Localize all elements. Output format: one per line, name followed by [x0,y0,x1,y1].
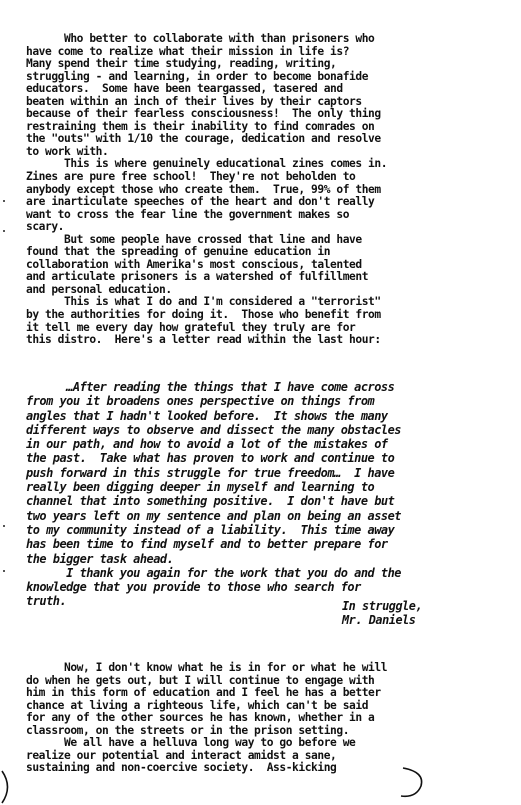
text-line: Now, I don't know what he is in for or what he will [26,660,388,674]
text-line: really been digging deeper in myself and learning to [26,480,375,495]
text-line: in our path, and how to avoid a lot of the mistakes of [26,437,388,452]
text-line: I thank you again for the work that you do and the [26,565,401,580]
text-line: This is what I do and I'm considered a "terrorist" [26,294,381,309]
text-line: the past. Take what has proven to work and continue to [26,451,395,466]
quoted-letter [26,380,498,609]
text-line: realize our potential and interact amidst a sane, [26,747,337,762]
left-binding-arc [0,769,14,805]
margin-speck [3,525,5,527]
text-line: two years left on my sentence and plan on being an asset [26,508,401,523]
text-line: to work with. [26,143,109,158]
margin-speck [3,200,5,202]
text-line: collaboration with Amerika's most conscious, talented [26,256,362,271]
text-line: restraining them is their inability to find comrades on [26,118,375,133]
text-line: truth. [26,594,67,609]
text-line: to my community instead of a liability. This time away [26,522,395,537]
text-line: found that the spreading of genuine education in [26,244,331,259]
opening-paragraphs [26,32,498,346]
text-line: anybody except those who create them. True, 99% of them [26,181,381,196]
text-line: are inarticulate speeches of the heart and don't really [26,194,375,209]
text-line: sustaining and non-coercive society. Ass-kicking [26,760,337,775]
text-line: In struggle, [342,599,423,613]
text-line: …After reading the things that I have come across [26,380,395,394]
text-line: Many spend their time studying, reading, writing, [26,56,337,71]
text-line: for any of the other sources he has known, whether in a [26,710,375,725]
text-line: from you it broadens ones perspective on things from [26,394,375,409]
text-line: this distro. Here's a letter read within the last hour: [26,332,381,347]
text-line: want to cross the fear line the government makes so [26,206,350,221]
text-line: Zines are pure free school! They're not beholden to [26,169,356,184]
letter-signature [342,599,425,627]
text-line: knowledge that you provide to those who search for [26,580,361,595]
text-line: But some people have crossed that line and have [26,231,362,246]
text-line: beaten within an inch of their lives by their captors [26,93,362,108]
text-line: This is where genuinely educational zines comes in. [26,156,388,171]
text-line: chance at living a righteous life, which can't be said [26,697,369,712]
text-line: Mr. Daniels [342,613,416,627]
text-line: We all have a helluva long way to go before we [26,735,356,750]
text-line: it tell me every day how grateful they truly are for [26,319,356,334]
text-line: channel that into something positive. I don't have but [26,494,395,509]
margin-speck [3,570,5,572]
text-line: different ways to observe and dissect the many obstacles [26,422,401,437]
text-line: scary. [26,219,65,234]
text-line: angles that I hadn't looked before. It shows the many [26,408,388,423]
text-line: the bigger task ahead. [26,551,174,566]
text-line: the "outs" with 1/10 the courage, dedication and resolve [26,131,381,146]
text-line: and personal education. [26,281,172,296]
text-line: classroom, on the streets or in the prison setting. [26,722,350,737]
text-line: push forward in this struggle for true freedom… I have [26,465,395,480]
text-line: do when he gets out, but I will continue to engage with [26,672,375,687]
text-line: struggling - and learning, in order to become bonafide [26,68,369,83]
margin-speck [3,230,5,232]
text-line: has been time to find myself and to better prepare for [26,537,388,552]
text-line: by the authorities for doing it. Those who benefit from [26,307,381,322]
text-line: have come to realize what their mission in life is? [26,43,350,58]
closing-paragraphs [26,661,498,774]
text-line: him in this form of education and I feel he has a better [26,685,381,700]
text-line: Who better to collaborate with than prisoners who [26,31,375,45]
text-line: educators. Some have been teargassed, tasered and [26,81,343,96]
text-line: because of their fearless consciousness! The only thing [26,106,381,121]
text-line: and articulate prisoners is a watershed of fulfillment [26,269,369,284]
right-binding-arc [397,766,427,800]
